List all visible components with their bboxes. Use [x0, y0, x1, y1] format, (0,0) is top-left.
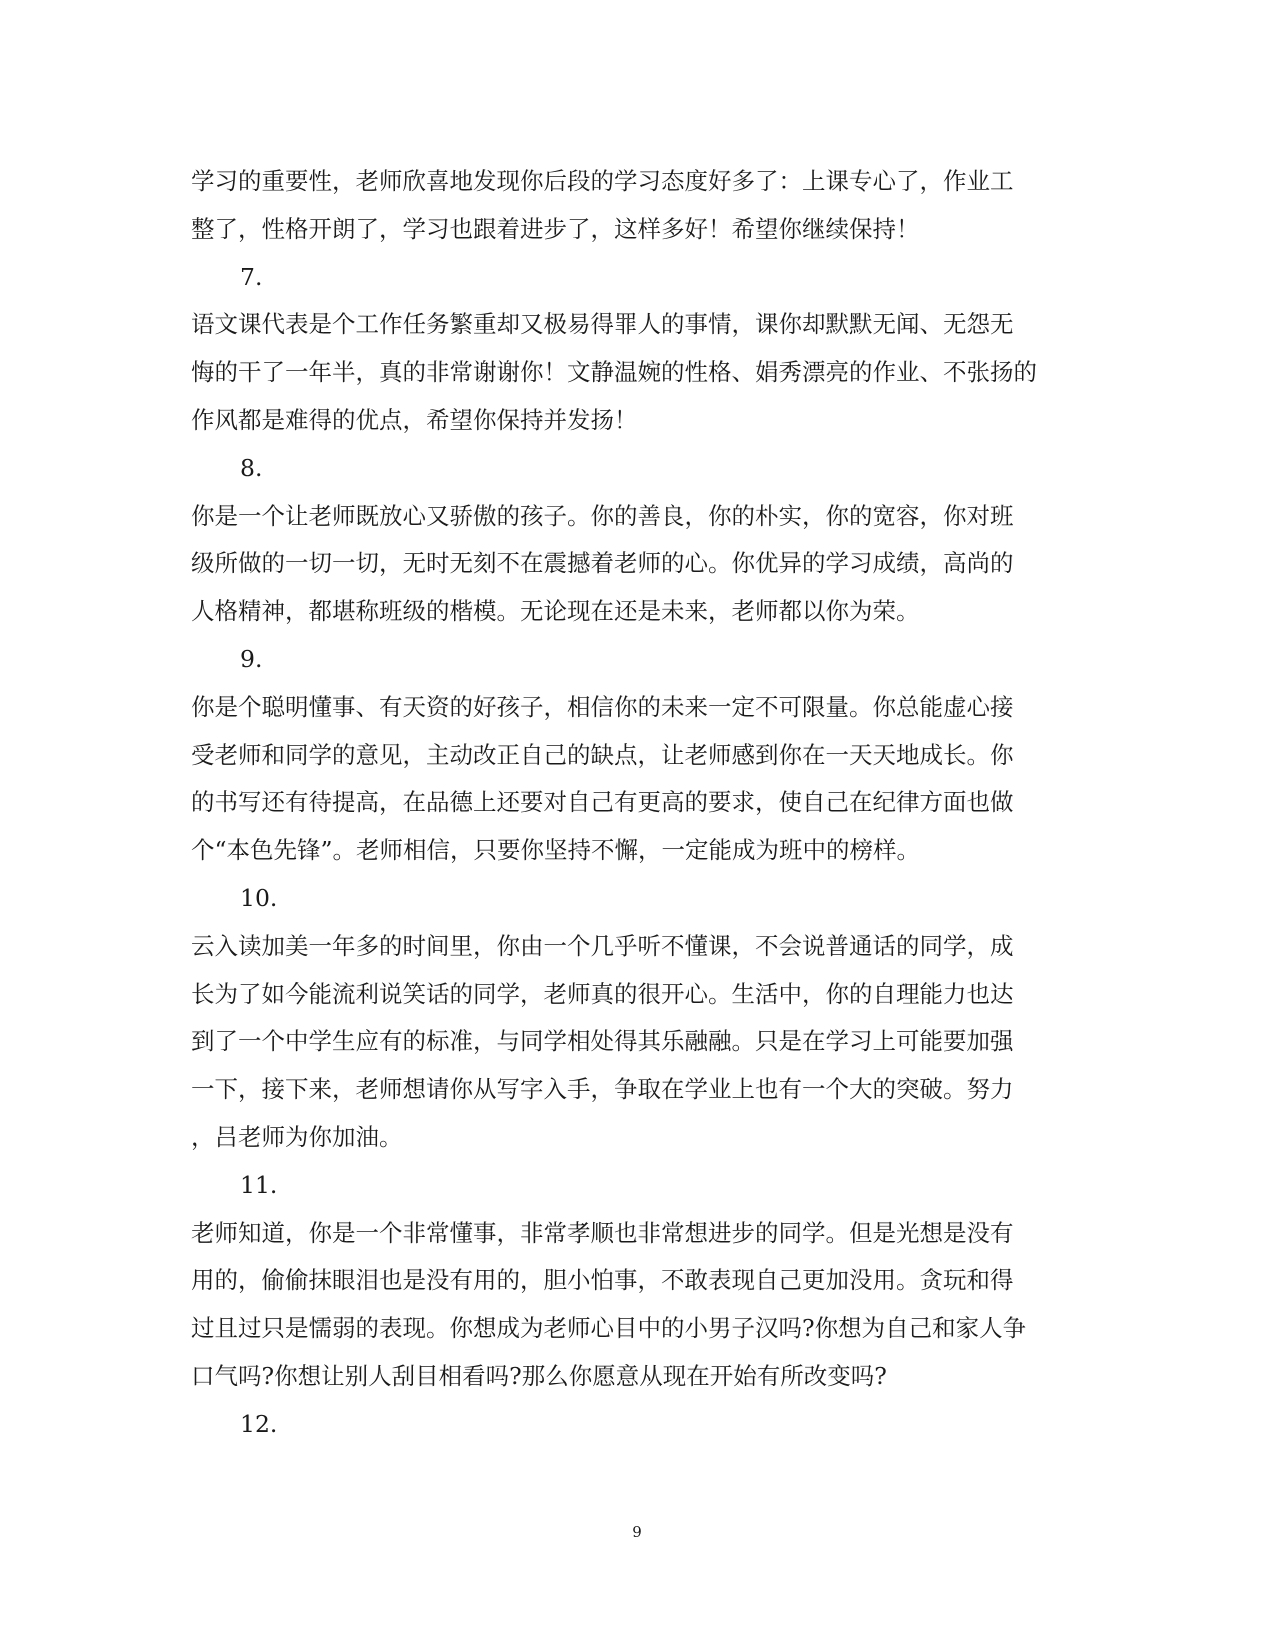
- item-number: 11.: [240, 1170, 278, 1199]
- item-number: 12.: [240, 1409, 278, 1438]
- text-line: 你是个聪明懂事、有天资的好孩子，相信你的未来一定不可限量。你总能虚心接: [191, 692, 1014, 721]
- text-line: 悔的干了一年半，真的非常谢谢你！文静温婉的性格、娟秀漂亮的作业、不张扬的: [191, 358, 1037, 387]
- text-line: 用的，偷偷抹眼泪也是没有用的，胆小怕事，不敢表现自己更加没用。贪玩和得: [191, 1266, 1014, 1295]
- text-line: 你是一个让老师既放心又骄傲的孩子。你的善良，你的朴实，你的宽容，你对班: [191, 501, 1014, 530]
- text-line: 人格精神，都堪称班级的楷模。无论现在还是未来，老师都以你为荣。: [191, 597, 920, 626]
- text-line: 口气吗?你想让别人刮目相看吗?那么你愿意从现在开始有所改变吗?: [191, 1361, 887, 1390]
- text-line: 过且过只是懦弱的表现。你想成为老师心目中的小男子汉吗?你想为自己和家人争: [191, 1314, 1027, 1343]
- text-line: 学习的重要性，老师欣喜地发现你后段的学习态度好多了：上课专心了，作业工: [191, 167, 1014, 195]
- item-number: 8.: [240, 453, 263, 482]
- item-number: 9.: [240, 644, 263, 673]
- text-line: 级所做的一切一切，无时无刻不在震撼着老师的心。你优异的学习成绩，高尚的: [191, 549, 1014, 578]
- text-line: 到了一个中学生应有的标准，与同学相处得其乐融融。只是在学习上可能要加强: [191, 1027, 1014, 1056]
- document-body: [191, 158, 1083, 1449]
- item-number: 7.: [240, 262, 263, 291]
- text-line: 个“本色先锋”。老师相信，只要你坚持不懈，一定能成为班中的榜样。: [191, 836, 921, 865]
- item-number: 10.: [240, 883, 278, 912]
- text-line: 受老师和同学的意见，主动改正自己的缺点，让老师感到你在一天天地成长。你: [191, 740, 1014, 769]
- text-line: 一下，接下来，老师想请你从写字入手，争取在学业上也有一个大的突破。努力: [191, 1075, 1014, 1104]
- text-line: 的书写还有待提高，在品德上还要对自己有更高的要求，使自己在纪律方面也做: [191, 788, 1014, 817]
- page-number: 9: [632, 1523, 642, 1541]
- text-line: 语文课代表是个工作任务繁重却又极易得罪人的事情，课你却默默无闻、无怨无: [191, 310, 1014, 339]
- text-line: 老师知道，你是一个非常懂事，非常孝顺也非常想进步的同学。但是光想是没有: [191, 1218, 1014, 1247]
- text-line: 整了，性格开朗了，学习也跟着进步了，这样多好！希望你继续保持！: [191, 214, 920, 243]
- text-line: 云入读加美一年多的时间里，你由一个几乎听不懂课，不会说普通话的同学，成: [191, 931, 1014, 960]
- text-line: ，吕老师为你加油。: [191, 1122, 403, 1151]
- text-line: 长为了如今能流利说笑话的同学，老师真的很开心。生活中，你的自理能力也达: [191, 979, 1014, 1008]
- text-line: 作风都是难得的优点，希望你保持并发扬！: [191, 405, 638, 434]
